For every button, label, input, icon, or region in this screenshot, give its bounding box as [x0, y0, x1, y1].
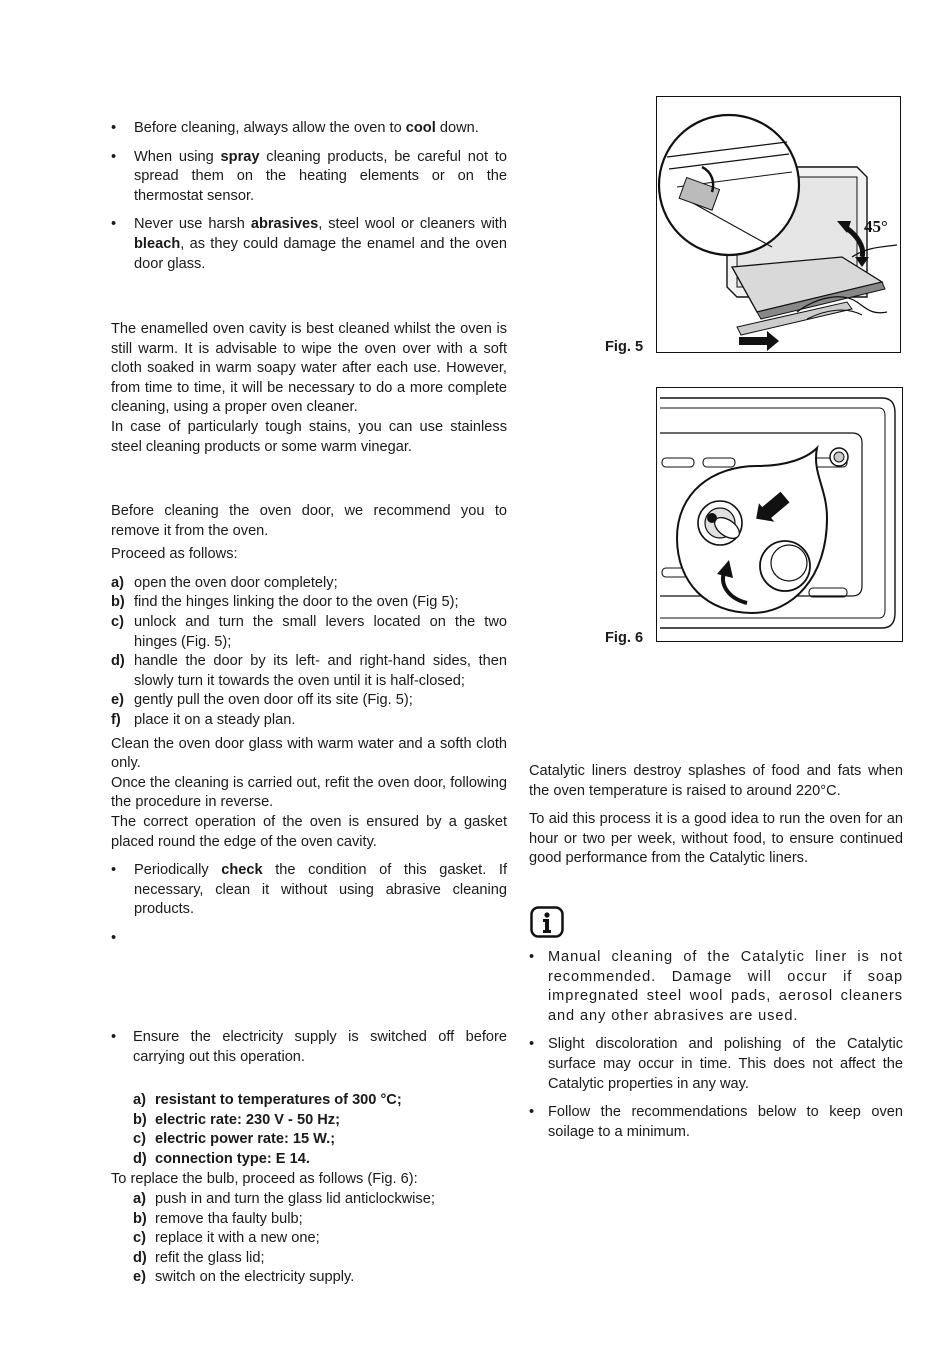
oven-lamp-drawing [657, 388, 902, 641]
door-step: d) handle the door by its left- and right-hand sides, then slowly turn it towards the oven until it is half-closed; [111, 653, 507, 689]
bulb-spec-item: d) connection type: E 14. [133, 1150, 310, 1167]
precaution-item: • Never use harsh abrasives, steel wool or cleaners with bleach, as they could damage the enamel and the oven door glass. [111, 216, 507, 272]
oven-door-removal-drawing [657, 97, 900, 352]
catalytic-paragraph: Catalytic liners destroy splashes of food and fats when the oven temperature is raised to around 220°C. [529, 763, 903, 799]
bulb-step: a) push in and turn the glass lid anticlockwise; [133, 1191, 435, 1207]
bulb-specs [133, 1091, 513, 1169]
door-gasket-paragraph: The correct operation of the oven is ensured by a gasket placed round the edge of the oven cavity. [111, 813, 507, 850]
door-steps [111, 574, 507, 731]
door-step: e) gently pull the oven door off its site (Fig. 5); [111, 692, 413, 709]
cavity-cleaning-section [111, 320, 507, 457]
door-proceed: Proceed as follows: [111, 546, 238, 563]
bulb-step: c) replace it with a new one; [133, 1230, 320, 1247]
bullet-dot: • [111, 148, 117, 165]
bulb-section [111, 1028, 507, 1067]
catalytic-aid-paragraph: To aid this process it is a good idea to run the oven for an hour or two per week, without food, to ensure continued good performance from the Catalytic liners. [529, 811, 903, 867]
door-refit-paragraph: Once the cleaning is carried out, refit the oven door, following the procedure in reverse. [111, 774, 507, 811]
bullet-dot: • [111, 120, 117, 136]
bullet-dot: • [111, 1029, 117, 1045]
bulb-step: b) remove tha faulty bulb; [133, 1210, 303, 1227]
fig6-illustration [656, 387, 903, 642]
cavity-stains-paragraph: In case of particularly tough stains, you can use stainless steel cleaning products or some warm vinegar. [111, 418, 507, 455]
bulb-spec-item: c) electric power rate: 15 W.; [133, 1131, 336, 1148]
door-intro: Before cleaning the oven door, we recommend you to remove it from the oven. [111, 503, 507, 539]
bullet-dot: • [529, 949, 536, 965]
bullet-dot: • [111, 216, 117, 233]
fig5-illustration [656, 96, 901, 353]
info-icon [530, 906, 564, 938]
bulb-spec-item: a) resistant to temperatures of 300 °C; [133, 1092, 402, 1108]
bulb-replace-intro: To replace the bulb, proceed as follows (Fig. 6): [111, 1171, 418, 1187]
precautions-list [111, 119, 507, 274]
door-glass-paragraph: Clean the oven door glass with warm water and a softh cloth only. [111, 735, 507, 772]
bullet-dot: • [111, 862, 117, 879]
bulb-warning-item: • Ensure the electricity supply is switched off before carrying out this operation. [111, 1029, 507, 1065]
door-step: f) place it on a steady plan. [111, 711, 296, 728]
door-step: b) find the hinges linking the door to the oven (Fig 5); [111, 594, 459, 611]
bullet-dot: • [529, 1104, 535, 1121]
door-step: c) unlock and turn the small levers located on the two hinges (Fig. 5); [111, 613, 507, 650]
bulb-replace-steps [133, 1190, 513, 1288]
precaution-item: • Before cleaning, always allow the oven to cool down. [111, 119, 507, 139]
catalytic-section [529, 762, 903, 869]
fig6-label: Fig. 6 [605, 630, 644, 646]
bullet-dot: • [529, 1036, 535, 1053]
bulb-spec-item: b) electric rate: 230 V - 50 Hz; [133, 1111, 340, 1128]
bulb-step: d) refit the glass lid; [133, 1249, 265, 1266]
bullet-dot: • [111, 929, 117, 946]
catalytic-note-item: • Follow the recommendations below to keep oven soilage to a minimum. [529, 1104, 903, 1140]
gasket-check-item: • Periodically check the condition of this gasket. If necessary, clean it without using abrasive cleaning products. [111, 862, 507, 918]
bulb-step: e) switch on the electricity supply. [133, 1269, 355, 1286]
fig5-label: Fig. 5 [605, 339, 644, 355]
catalytic-notes [529, 948, 903, 1142]
catalytic-note-item: • Slight discoloration and polishing of the Catalytic surface may occur in time. This does not affect the Catalytic properties in any way. [529, 1036, 903, 1092]
fig5-angle-label: 45° [864, 217, 888, 236]
door-step: a) open the oven door completely; [111, 574, 338, 591]
cavity-paragraph: The enamelled oven cavity is best cleaned whilst the oven is still warm. It is advisable to wipe the oven over with a soft cloth soaked in warm soapy water after each use. However, from time to time, it will be necessary to do a more complete cleaning, using a proper oven cleaner. [111, 321, 507, 416]
door-cleaning-section [111, 502, 507, 946]
precaution-item: • When using spray cleaning products, be careful not to spread them on the heating elements or on the thermostat sensor. [111, 148, 507, 204]
catalytic-note-item: • Manual cleaning of the Catalytic liner is not recommended. Damage will occur if soap impregnated steel wool pads, aerosol cleaners and any other abrasives are used. [529, 949, 903, 1024]
